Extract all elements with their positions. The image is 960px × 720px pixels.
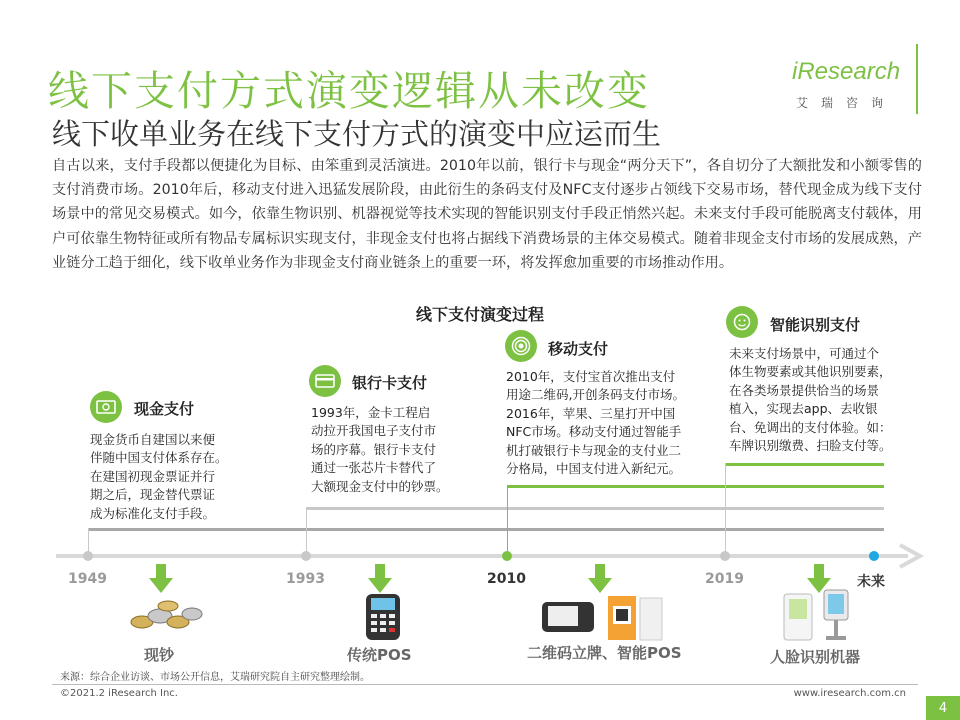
timeline-dot [83,551,93,561]
year-label: 1949 [68,571,107,587]
desc-line: 伴随中国支付体系存在。 [90,450,228,466]
timeline-arrow-icon [896,542,926,570]
era-bar-bank-card [306,507,884,510]
desc-line: 车牌识别缴费、扫脸支付等。 [729,438,892,454]
device-label-qr-smart-pos: 二维码立牌、智能POS [527,644,682,662]
desc-line: 动拉开我国电子支付市 [311,423,437,439]
era-bar-mobile [507,485,884,488]
stage-title-mobile: 移动支付 [548,340,609,358]
coins-icon [128,596,204,632]
desc-line: 大额现金支付中的钞票。 [311,478,449,494]
connector-line [725,463,726,556]
desc-line: 在各类场景提供恰当的场景 [729,382,880,398]
desc-line: NFC市场。移动支付通过智能手 [506,424,682,440]
timeline-dot [720,551,730,561]
stage-title-cash: 现金支付 [134,400,195,418]
desc-line: 现金货币自建国以来便 [90,432,216,447]
down-arrow-icon [587,564,613,594]
era-bar-smart [725,463,884,466]
stage-title-smart-recognition: 智能识别支付 [770,316,861,334]
desc-line: 机打破银行卡与现金的支付业二 [506,442,682,458]
stage-desc-smart-recognition [729,345,892,455]
desc-line: 在建国初现金票证并行 [90,468,216,484]
desc-line: 植入，实现去app、去收银 [729,401,878,417]
desc-line: 台、免调出的支付体验。如： [729,419,892,435]
stage-desc-cash [90,431,228,523]
desc-line: 未来支付场景中，可通过个 [729,346,880,361]
device-label-pos: 传统POS [347,646,412,664]
year-label: 未来 [857,574,885,590]
logo-text: iResearch [792,58,901,85]
desc-line: 场的序幕。银行卡支付 [311,441,437,457]
desc-line: 1993年，金卡工程启 [311,405,431,420]
cash-icon [90,391,122,423]
mobile-signal-icon [505,330,537,362]
era-bar-cash [88,528,884,531]
iresearch-logo [792,44,918,136]
page-subtitle: 线下收单业务在线下支付方式的演变中应运而生 [52,117,662,151]
stage-desc-bank-card [311,404,449,496]
device-label-face-machine: 人脸识别机器 [770,648,861,666]
desc-line: 期之后，现金替代票证 [90,487,216,503]
process-title: 线下支付演变过程 [415,305,544,324]
timeline-dot [502,551,512,561]
copyright: ©2021.2 iResearch Inc. [60,688,178,699]
desc-line: 2010年，支付宝首次推出支付 [506,369,676,384]
logo-bar [916,44,918,114]
desc-line: 用途二维码,开创条码支付市场。 [506,387,685,403]
stage-title-bank-card: 银行卡支付 [352,374,428,392]
logo-chinese-text: 艾瑞咨询 [796,96,897,110]
year-label: 2019 [705,571,744,587]
face-recognition-icon [726,306,758,338]
source-note: 来源：综合企业访谈、市场公开信息，艾瑞研究院自主研究整理绘制。 [60,672,370,683]
qr-stand-smart-pos-icon [540,592,666,644]
timeline-axis [56,554,908,558]
bank-card-icon [309,365,341,397]
device-label-cash: 现钞 [144,646,175,664]
desc-line: 成为标准化支付手段。 [90,505,216,521]
connector-line [306,507,307,556]
stage-desc-mobile [506,368,685,478]
year-label: 1993 [286,571,325,587]
timeline-dot [869,551,879,561]
face-recognition-machine-icon [778,586,856,644]
footer-divider [52,684,918,685]
desc-line: 通过一张芯片卡替代了 [311,460,437,476]
timeline-dot [301,551,311,561]
desc-line: 体生物要素或其他识别要素， [729,364,892,380]
year-label: 2010 [487,571,526,587]
desc-line: 分格局，中国支付进入新纪元。 [506,461,682,477]
intro-paragraph: 自古以来，支付手段都以便捷化为目标、由笨重到灵活演进。2010年以前，银行卡与现金“两分天下”，各自切分了大额批发和小额零售的支付消费市场。2010年后，移动支付进入迅猛发展阶段，由此衍生的条码支付及NFC支付逐步占领线下交易市场，替代现金成为线下支付场景中的常见交易模式。如今，依靠生物识别、机器视觉等技术实现的智能识别支付手段正悄然兴起。未来支付手段可能脱离支付载体，用户可依靠生物特征或所有物品专属标识实现支付，非现金支付也将占据线下消费场景的主体交易模式。随着非现金支付市场的发展成熟，产业链分工趋于细化，线下收单业务作为非现金支付商业链条上的重要一环，将发挥愈加重要的市场推动作用。 [52,158,922,271]
down-arrow-icon [148,564,174,594]
pos-terminal-icon [358,590,408,642]
page-title: 线下支付方式演变逻辑从未改变 [48,67,650,115]
website-link[interactable]: www.iresearch.com.cn [793,688,906,699]
desc-line: 2016年，苹果、三星打开中国 [506,405,676,421]
page-number: 4 [926,696,960,720]
connector-line [507,485,508,556]
